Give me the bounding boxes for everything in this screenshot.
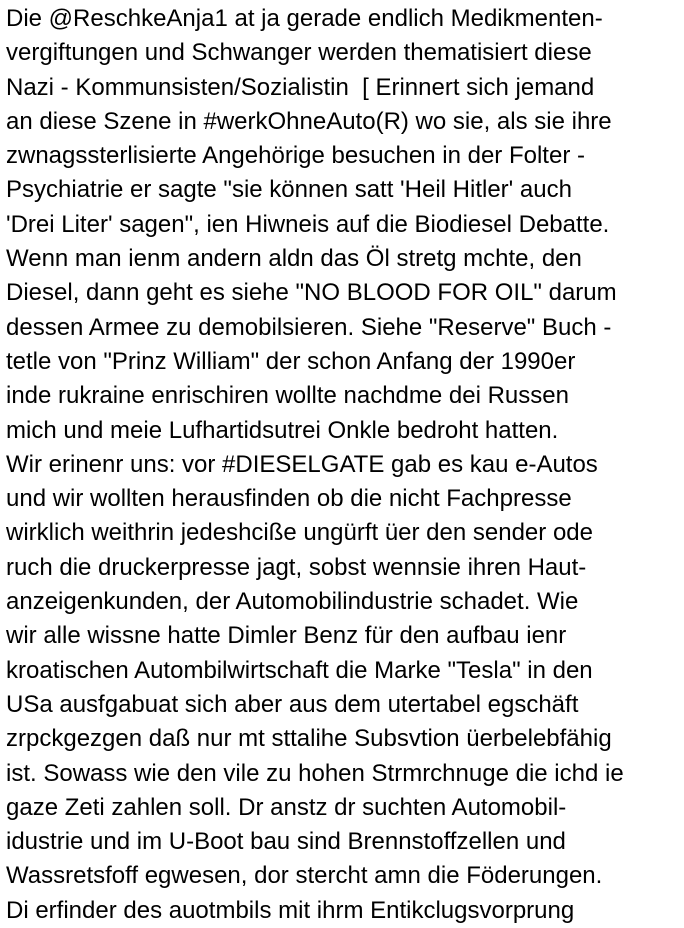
text-line: ist. Sowass wie den vile zu hohen Strmrchnuge die ichd ie bbox=[6, 759, 624, 787]
text-line: mich und meie Lufhartidsutrei Onkle bedroht hatten. bbox=[6, 416, 559, 444]
document-text bbox=[6, 2, 682, 928]
text-line: gaze Zeti zahlen soll. Dr anstz dr suchten Automobil- bbox=[6, 793, 567, 821]
text-line: Wassretsfoff egwesen, dor stercht amn die Föderungen. bbox=[6, 862, 603, 890]
text-line: dessen Armee zu demobilsieren. Siehe "Reserve" Buch - bbox=[6, 313, 612, 341]
text-line: Wir erinenr uns: vor #DIESELGATE gab es kau e-Autos bbox=[6, 450, 598, 478]
text-line: an diese Szene in #werkOhneAuto(R) wo sie, als sie ihre bbox=[6, 107, 612, 135]
text-line: Die @ReschkeAnja1 at ja gerade endlich Medikmenten- bbox=[6, 5, 603, 32]
text-line: Psychiatrie er sagte "sie können satt 'Heil Hitler' auch bbox=[6, 176, 572, 204]
text-line: Di erfinder des auotmbils mit ihrm Entikclugsvorprung bbox=[6, 896, 575, 924]
text-line: idustrie und im U-Boot bau sind Brennstoffzellen und bbox=[6, 828, 566, 856]
text-line: 'Drei Liter' sagen", ien Hiwneis auf die Biodiesel Debatte. bbox=[6, 210, 610, 238]
text-line: Nazi - Kommunsisten/Sozialistin [ Erinnert sich jemand bbox=[6, 73, 595, 101]
text-line: Wenn man ienm andern aldn das Öl stretg mchte, den bbox=[6, 245, 582, 273]
text-line: anzeigenkunden, der Automobilindustrie schadet. Wie bbox=[6, 588, 579, 616]
text-line: kroatischen Autombilwirtschaft die Marke "Tesla" in den bbox=[6, 656, 593, 684]
text-line: wir alle wissne hatte Dimler Benz für den aufbau ienr bbox=[6, 622, 567, 650]
text-line: Diesel, dann geht es siehe "NO BLOOD FOR OIL" darum bbox=[6, 279, 617, 307]
text-line: zwnagssterlisierte Angehörige besuchen in der Folter - bbox=[6, 142, 585, 170]
text-line: USa ausfgabuat sich aber aus dem utertabel egschäft bbox=[6, 690, 579, 718]
text-line: vergiftungen und Schwanger werden thematisiert diese bbox=[6, 39, 592, 67]
text-line: inde rukraine enrischiren wollte nachdme dei Russen bbox=[6, 382, 569, 410]
text-line: ruch die druckerpresse jagt, sobst wennsie ihren Haut- bbox=[6, 553, 587, 581]
text-line: und wir wollten herausfinden ob die nicht Fachpresse bbox=[6, 485, 572, 513]
text-line: tetle von "Prinz William" der schon Anfang der 1990er bbox=[6, 347, 576, 375]
text-line: zrpckgezgen daß nur mt sttalihe Subsvtion üerbelebfähig bbox=[6, 725, 612, 753]
text-line: wirklich weithrin jedeshciße ungürft üer den sender ode bbox=[6, 519, 593, 547]
